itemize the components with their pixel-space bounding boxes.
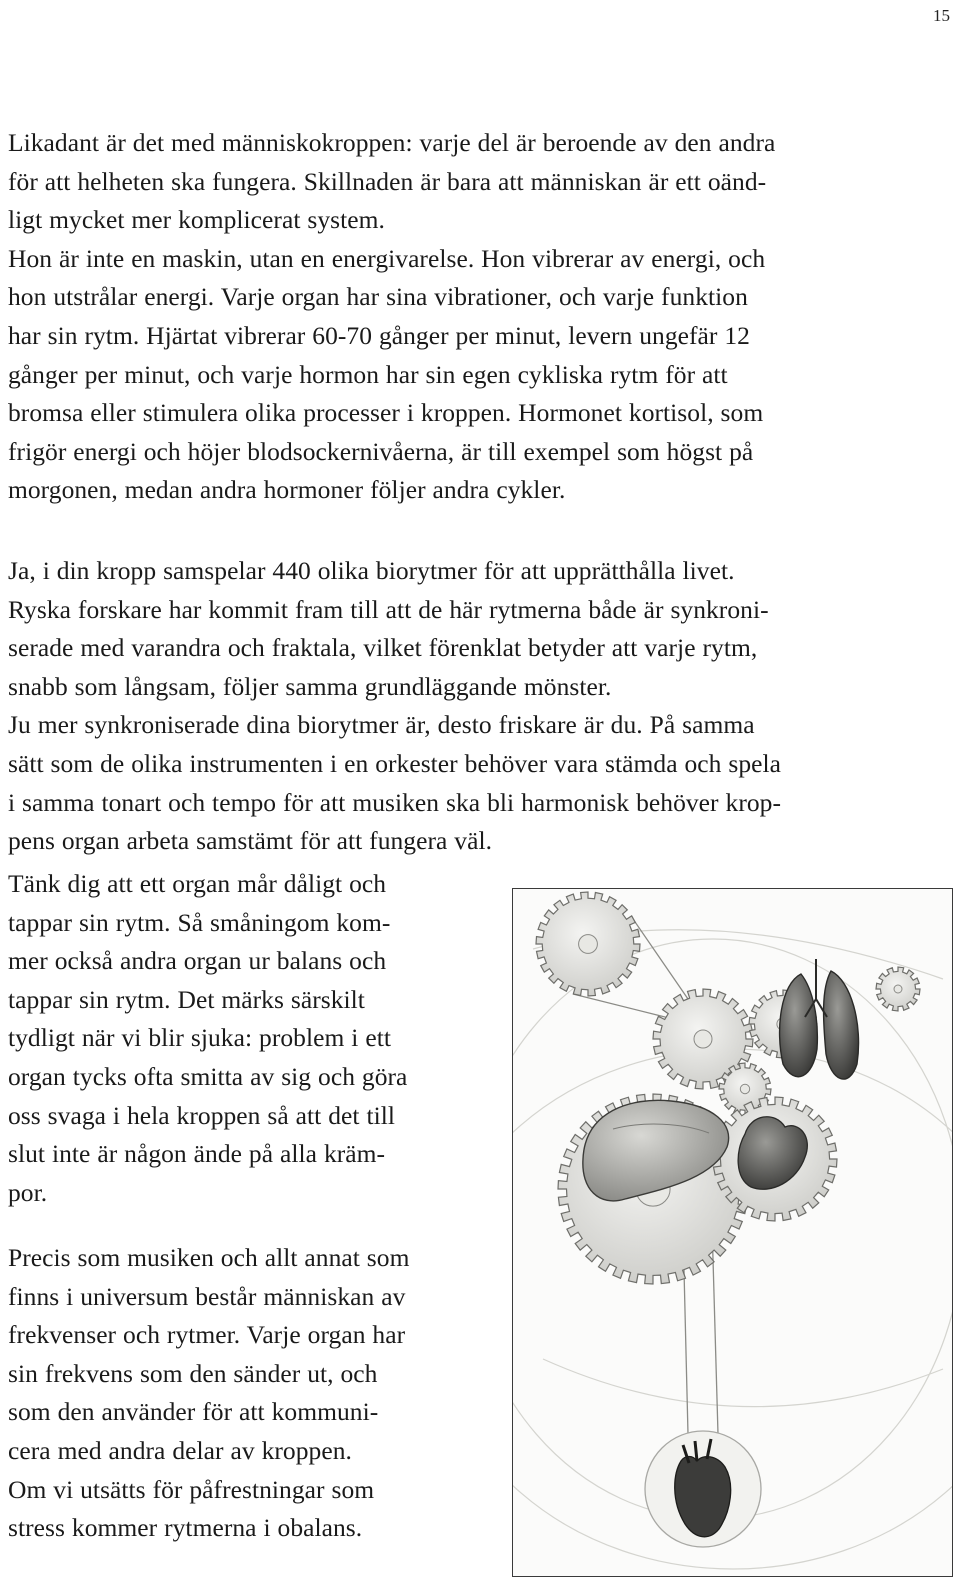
paragraph-block xyxy=(8,865,407,1212)
text-line: morgonen, medan andra hormoner följer andra cykler. xyxy=(8,475,566,505)
text-line: sätt som de olika instrumenten i en orkester behöver vara stämda och spela xyxy=(8,748,782,778)
lungs-sketch xyxy=(780,959,859,1079)
text-line: Precis som musiken och allt annat som xyxy=(8,1243,410,1272)
text-line: slut inte är någon ände på alla kräm- xyxy=(8,1139,386,1169)
text-line: som den använder för att kommuni- xyxy=(8,1397,379,1427)
text-line: ligt mycket mer komplicerat system. xyxy=(8,205,385,235)
text-line: i samma tonart och tempo för att musiken ska bli harmonisk behöver krop- xyxy=(8,787,782,817)
text-line: Likadant är det med människokroppen: varje del är beroende av den andra xyxy=(8,128,776,157)
text-line: organ tycks ofta smitta av sig och göra xyxy=(8,1061,408,1091)
sketch-drawing xyxy=(513,889,953,1577)
gear-hub xyxy=(579,935,598,954)
gear-layer xyxy=(536,892,920,1284)
page-number: 15 xyxy=(933,6,950,25)
text-line: Om vi utsätts för påfrestningar som xyxy=(8,1474,375,1504)
text-line: sin frekvens som den sänder ut, och xyxy=(8,1358,378,1388)
text-line: för att helheten ska fungera. Skillnaden är bara att människan är ett oänd- xyxy=(8,166,767,196)
text-line: Tänk dig att ett organ mår dåligt och xyxy=(8,869,387,898)
gear-hub xyxy=(894,985,902,993)
text-line: mer också andra organ ur balans och xyxy=(8,946,387,976)
text-line: frekvenser och rytmer. Varje organ har xyxy=(8,1320,406,1350)
text-line: gånger per minut, och varje hormon har sin egen cykliska rytm för att xyxy=(8,359,728,389)
gear-hub xyxy=(740,1084,749,1093)
text-line: Ju mer synkroniserade dina biorytmer är, desto friskare är du. På samma xyxy=(8,710,755,740)
text-line: oss svaga i hela kroppen så att det till xyxy=(8,1100,395,1130)
gear-hub xyxy=(694,1030,712,1048)
text-line: frigör energi och höjer blodsockernivåerna, är till exempel som högst på xyxy=(8,436,754,466)
gears-organs-illustration xyxy=(512,888,953,1577)
text-line: stress kommer rytmerna i obalans. xyxy=(8,1513,363,1543)
text-line: hon utstrålar energi. Varje organ har sina vibrationer, och varje funktion xyxy=(8,282,748,312)
text-line: tydligt när vi blir sjuka: problem i ett xyxy=(8,1023,391,1053)
text-line: Ryska forskare har kommit fram till att de här rytmerna både är synkroni- xyxy=(8,594,769,624)
paragraph-block xyxy=(8,124,775,510)
text-line: har sin rytm. Hjärtat vibrerar 60-70 gånger per minut, levern ungefär 12 xyxy=(8,320,750,350)
paragraph-block xyxy=(8,1239,409,1548)
text-line: pens organ arbeta samstämt för att fungera väl. xyxy=(8,826,493,856)
text-line: serade med varandra och fraktala, vilket förenklat betyder att varje rytm, xyxy=(8,633,758,663)
text-line: bromsa eller stimulera olika processer i kroppen. Hormonet kortisol, som xyxy=(8,398,764,428)
text-line: cera med andra delar av kroppen. xyxy=(8,1435,352,1465)
text-line: tappar sin rytm. Så småningom kom- xyxy=(8,907,391,937)
text-line: por. xyxy=(8,1177,48,1207)
text-line: Hon är inte en maskin, utan en energivarelse. Hon vibrerar av energi, och xyxy=(8,243,766,273)
text-line: tappar sin rytm. Det märks särskilt xyxy=(8,984,365,1014)
heart-sphere-sketch xyxy=(645,1431,761,1547)
paragraph-block xyxy=(8,552,781,861)
text-line: snabb som långsam, följer samma grundläggande mönster. xyxy=(8,671,612,701)
text-line: finns i universum består människan av xyxy=(8,1281,406,1311)
text-line: Ja, i din kropp samspelar 440 olika biorytmer för att upprätthålla livet. xyxy=(8,556,735,585)
